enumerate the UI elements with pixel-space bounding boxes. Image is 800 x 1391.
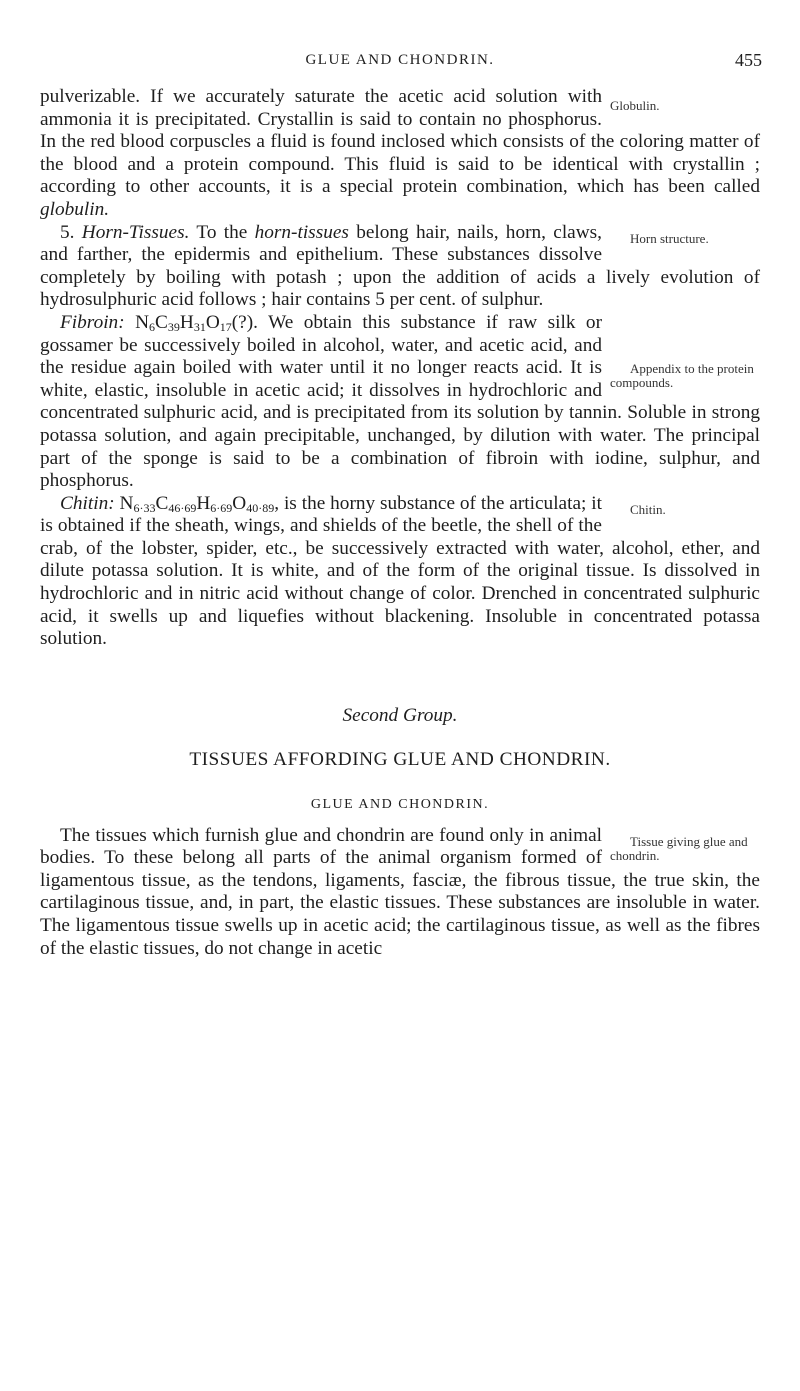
margin-note-appendix: Appendix to the protein compounds. <box>610 360 754 390</box>
term-horn-tissues: horn-tissues <box>254 221 349 243</box>
paragraph-text: pulverizable. If we accurately saturate the acetic acid solution with ammonia it is precipitated. Crystallin is said to contain no phosphorus. In the red blood corpuscles a fluid is found inclosed which consists of the coloring matter of the blood and a protein compound. This fluid is said to be identical with crystallin ; according to other accounts, it is a special protein combination, which has been called <box>40 86 760 198</box>
formula-chitin: $N_{6\cdot 33}C_{46\cdot 69}H_{6\cdot 69}O_{40\cdot 89}$ <box>119 492 275 515</box>
heading-horn-tissues: Horn-Tissues. <box>81 221 190 243</box>
group-title: TISSUES AFFORDING GLUE AND CHONDRIN. <box>189 749 611 771</box>
paragraph-text: belong hair, nails, horn, claws, and farther, the epidermis and epithelium. These substances dissolve completely by boiling with potash ; upon the addition of acids a lively evolution of hydrosulphuric acid follows ; hair contains 5 per cent. of sulphur. <box>40 221 760 311</box>
paragraph-text: To the <box>196 221 255 243</box>
margin-note-tissue: Tissue giving glue and chondrin. <box>610 833 748 863</box>
page-number: 455 <box>735 50 762 70</box>
paragraph-text: We obtain this substance if raw silk or gossamer be successively boiled in alcohol, water, and acetic acid, and the residue again boiled with water until it no longer reacts acid. It is white, elastic, insoluble in acetic acid; it dissolves in hydrochloric and concentrated sulphuric acid, and is precipitated from its solution by tannin. Soluble in strong potassa solution, and again precipitable, unchanged, by dilution with water. The principal part of the sponge is said to be a combination of fibroin with iodine, sulphur, and phosphorus. <box>40 311 760 492</box>
running-head: GLUE AND CHONDRIN. <box>305 52 495 68</box>
paragraph-fibroin <box>40 312 760 493</box>
heading-chitin: Chitin: <box>60 492 115 514</box>
paragraph-glue-chondrin <box>40 825 760 961</box>
margin-note-globulin: Globulin. <box>610 98 660 113</box>
paragraph-crystallin <box>40 86 760 222</box>
paragraph-horn-tissues <box>40 222 760 312</box>
term-globulin: globulin. <box>40 198 110 220</box>
formula-fibroin: $N_6C_{39}H_{31}O_{17}(?)$. <box>135 311 258 334</box>
section-title: GLUE AND CHONDRIN. <box>310 797 490 813</box>
margin-note-chitin: Chitin. <box>630 501 666 517</box>
page-body <box>40 86 760 960</box>
section-number: 5. <box>60 221 75 243</box>
spacer <box>40 651 760 705</box>
margin-note-horn: Horn structure. <box>630 230 709 246</box>
group-label: Second Group. <box>342 704 458 726</box>
heading-fibroin: Fibroin: <box>60 311 125 333</box>
paragraph-text: , is the horny substance of the articulata; it is obtained if the sheath, wings, and shields of the beetle, the shell of the crab, of the lobster, spider, etc., be successively extracted with water, alcohol, ether, and dilute potassa solution. It is white, and of the form of the original tissue. Is dissolved in hydrochloric and in nitric acid without change of color. Drenched in concentrated sulphuric acid, it swells up and liquefies without blackening. Insoluble in concentrated potassa solution. <box>40 492 760 650</box>
paragraph-chitin <box>40 493 760 651</box>
paragraph-text: The tissues which furnish glue and chondrin are found only in animal bodies. To these belong all parts of the animal organism formed of ligamentous tissue, as the tendons, ligaments, fasciæ, the fibrous tissue, the true skin, the cartilaginous tissue, and, in part, the elastic tissues. These substances are insoluble in water. The ligamentous tissue swells up in acetic acid; the cartilaginous tissue, as well as the fibres of the elastic tissues, do not change in acetic <box>40 824 760 959</box>
page-header <box>0 48 800 78</box>
